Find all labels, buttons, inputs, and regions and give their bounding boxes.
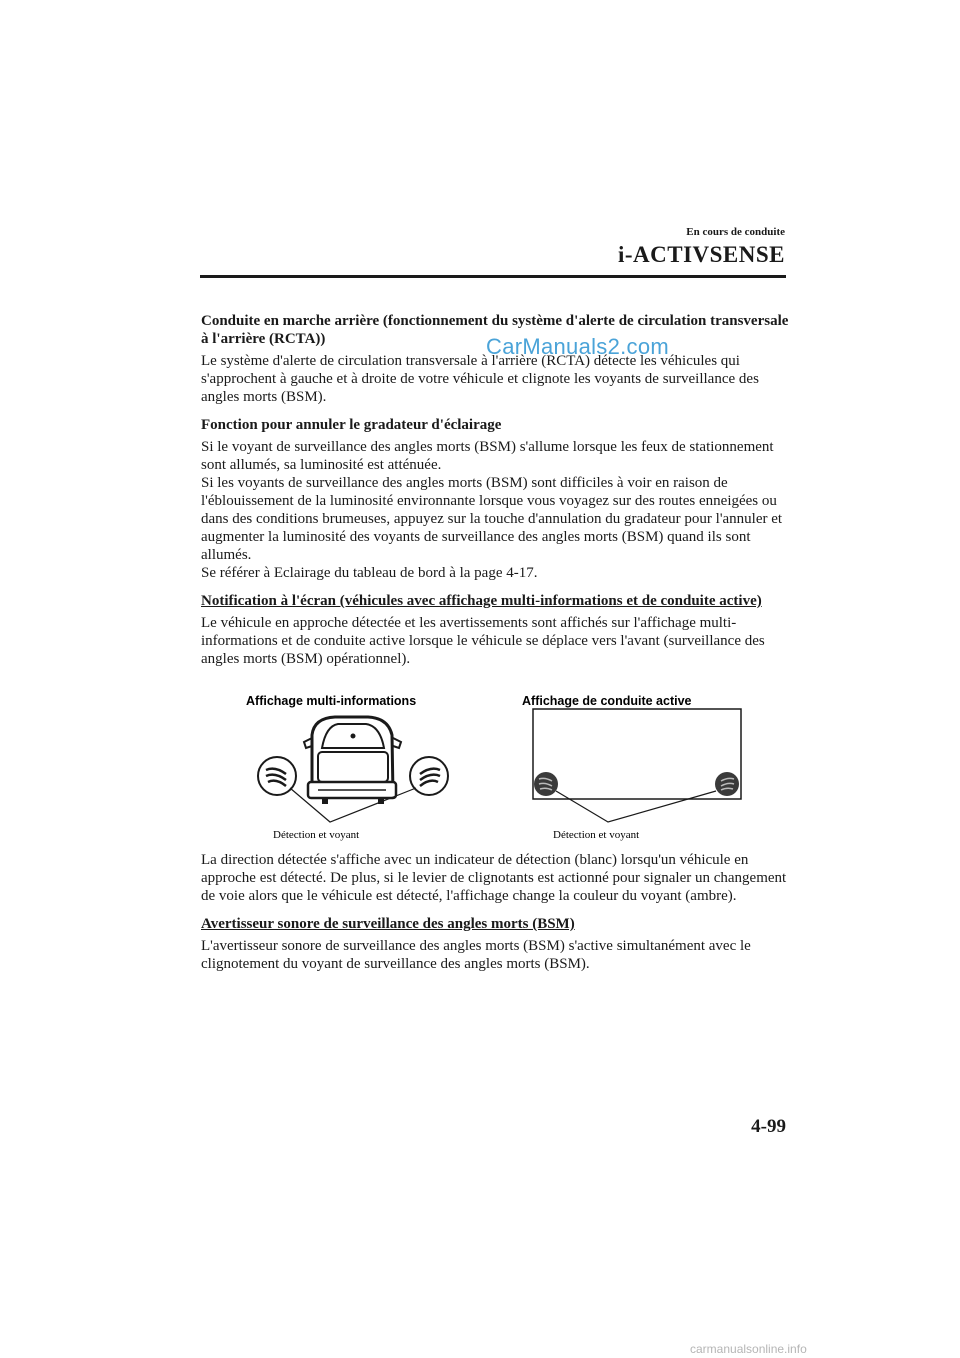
car-rear-icon [304,717,401,804]
left-display-label: Affichage multi-informations [246,694,417,708]
header-divider [200,275,786,278]
right-caption: Détection et voyant [553,829,640,841]
left-caption: Détection et voyant [273,829,360,841]
paragraph: L'avertisseur sonore de surveillance des angles morts (BSM) s'active simultanément avec le clignotement du voyant de surveillance des angles morts (BSM). [201,938,751,972]
secondary-content [201,851,791,983]
footer-site-link[interactable]: carmanualsonline.info [690,1342,807,1356]
header-chapter-title: i-ACTIVSENSE [617,242,785,267]
left-detection-icon [534,772,558,796]
right-display-label: Affichage de conduite active [522,694,692,708]
section-heading-rcta: Conduite en marche arrière (fonctionnement du système d'alerte de circulation transversale à l'arrière (RCTA)) [201,313,789,347]
figure-illustration [200,690,786,850]
paragraph: Le système d'alerte de circulation transversale à l'arrière (RCTA) détecte les véhicules qui s'approchent à gauche et à droite de votre véhicule et clignote les voyants de surveillance des angles morts (BSM). [201,353,759,405]
header-section-label: En cours de conduite [686,226,785,238]
main-content [201,312,791,678]
section-heading-dimmer: Fonction pour annuler le gradateur d'éclairage [201,417,502,433]
display-figure [200,690,786,850]
paragraph: La direction détectée s'affiche avec un indicateur de détection (blanc) lorsqu'un véhicule en approche est détecté. De plus, si le levier de clignotants est actionné pour signaler un changement de voie alors que le véhicule est détecté, l'affichage change la couleur du voyant (ambre). [201,852,787,904]
paragraph: Le véhicule en approche détectée et les avertissements sont affichés sur l'affichage multi-informations et de conduite active lorsque le véhicule se déplace vers l'avant (surveillance des angles morts (BSM) opérationnel). [201,615,765,667]
dimmer-text [201,438,791,582]
paragraph: Si les voyants de surveillance des angles morts (BSM) sont difficiles à voir en raison de l'éblouissement de la luminosité environnante lorsque vous voyagez sur des routes enneigées ou dans des conditions brumeuses, appuyez sur la touche d'annulation du gradateur pour l'annuler et augmenter la luminosité des voyants de surveillance des angles morts (BSM) quand ils sont allumés. [201,475,783,563]
active-display-frame [533,709,741,799]
page-number: 4-99 [751,1116,786,1137]
right-bsm-indicator-icon [410,757,448,795]
section-heading-bsm-buzzer: Avertisseur sonore de surveillance des angles morts (BSM) [201,916,575,932]
paragraph: Se référer à Eclairage du tableau de bord à la page 4-17. [201,565,538,581]
left-bsm-indicator-icon [258,757,296,795]
right-detection-icon [715,772,739,796]
section-heading-notification: Notification à l'écran (véhicules avec affichage multi-informations et de conduite active) [201,593,762,609]
paragraph: Si le voyant de surveillance des angles morts (BSM) s'allume lorsque les feux de stationnement sont allumés, sa luminosité est atténuée. [201,439,774,473]
watermark-text: CarManuals2.com [486,334,670,359]
